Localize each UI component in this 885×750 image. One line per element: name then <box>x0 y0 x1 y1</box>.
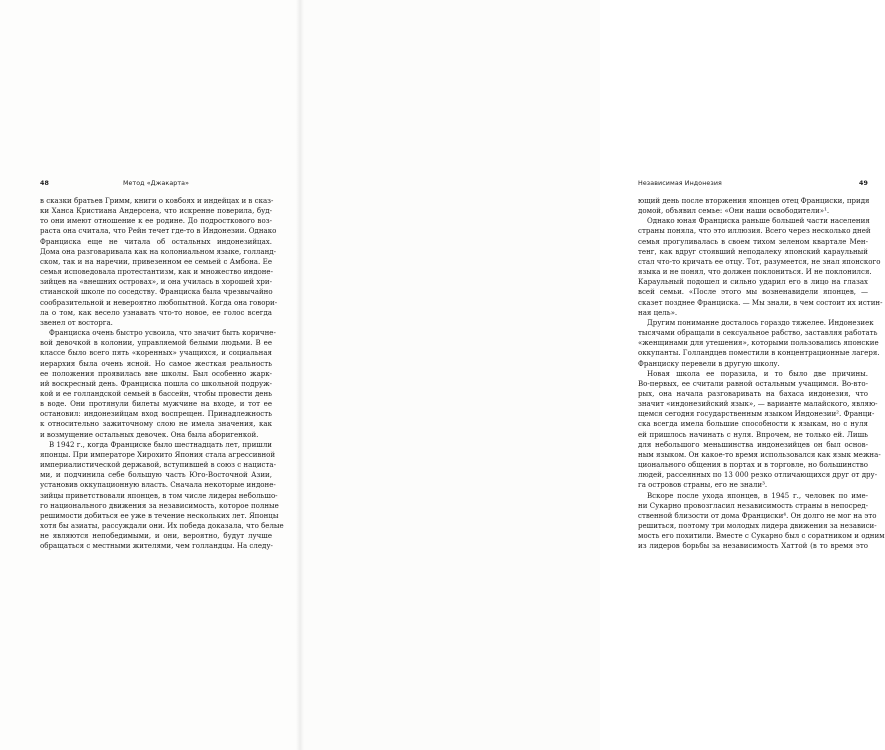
text-line: империалистической державой, вступившей в союз с нациста- <box>40 460 276 470</box>
text-line: ми, и подчинила себе большую часть Юго-Восточной Азии, <box>40 470 272 480</box>
right-page-header <box>638 180 868 190</box>
text-line: ки Ханса Кристиана Андерсена, что искренне поверила, буд- <box>40 206 272 216</box>
text-line: ей пришлось начинать с нуля. Впрочем, не только ей. Лишь <box>638 429 868 439</box>
text-line: зийцев на «внешних островах», и она училась в хорошей хри- <box>40 277 272 287</box>
left-page-text <box>40 196 284 551</box>
text-line: «женщинами для утешения», которыми пользовались японские <box>638 338 879 348</box>
text-line: не являются непобедимыми, и они, вероятно, будут лучше <box>40 531 272 541</box>
text-line: Франциску перевели в другую школу. <box>638 358 780 368</box>
left-page-header <box>40 180 272 190</box>
text-line: сообразительной и невероятно любопытной. Когда она говори- <box>40 297 278 307</box>
text-line: ственной близости от дома Франциски⁴. Он долго не мог на это <box>638 510 877 520</box>
text-line: Дома она разговаривала как на колониальном языке, голланд- <box>40 246 277 256</box>
text-line: зийцы приветствовали японцев, в том числе лидеры небольшо- <box>40 490 278 500</box>
page-number: 49 <box>859 180 868 187</box>
text-line: из лидеров борьбы за независимость Хаттой (в то время это <box>638 541 868 551</box>
text-line: для небольшого меньшинства индонезийцев он был основ- <box>638 439 868 449</box>
text-line: тенг, как вдруг стоявший неподалеку японский караульный <box>638 246 868 256</box>
right-page <box>300 0 885 750</box>
text-line: и возмущение остальных девочек. Она была аборигенкой. <box>40 429 259 439</box>
text-line: ющий день после вторжения японцев отец Франциски, придя <box>638 196 870 205</box>
running-title: Независимая Индонезия <box>638 180 722 187</box>
text-line: кой и ее голландской семьей в бассейн, чтобы провести день <box>40 388 272 398</box>
text-line: Во-первых, ее считали равной остальным учащимся. Во-вто- <box>638 378 868 388</box>
text-line: рых, она начала разговаривать на бахаса индонезия, что <box>638 388 868 398</box>
text-line: звенел от восторга. <box>40 317 113 327</box>
text-line: ная цель». <box>638 307 678 317</box>
text-line: ска всегда имела большие способности к языкам, но с нуля <box>638 419 868 429</box>
text-line: классе было всего пять «коренных» учащихся, и социальная <box>40 348 272 358</box>
running-title: Метод «Джакарта» <box>122 180 190 187</box>
text-line: людей, рассеянных по 13 000 резко отличающихся друг от дру- <box>638 470 878 480</box>
text-line: семья прогуливалась в своем тихом зеленом квартале Мен- <box>638 236 868 246</box>
text-line: Вскоре после ухода японцев, в 1945 г., человек по име- <box>647 490 868 500</box>
text-line: к относительно зажиточному слою не имела значения, как <box>40 419 272 429</box>
left-page <box>0 0 300 750</box>
text-line: японцы. При императоре Хирохито Япония стала агрессивной <box>40 449 276 459</box>
text-line: домой, объявил семье: «Они наши освободители»¹. <box>638 206 830 216</box>
text-line: ла о том, как весело узнавать что-то новое, ее голос всегда <box>40 307 272 317</box>
text-line: в воде. Они протянули билеты мужчине на входе, и тот ее <box>40 399 272 409</box>
text-line: Однако юная Франциска раньше большей части населения <box>647 216 870 226</box>
text-line: страны поняла, что это иллюзия. Всего через несколько дней <box>638 226 871 236</box>
text-line: установив оккупационную власть. Сначала некоторые индоне- <box>40 480 276 490</box>
page-number: 48 <box>40 180 49 187</box>
text-line: сказет позднее Франциска. — Мы знали, в чем состоит их истин- <box>638 297 883 307</box>
text-line: стал что-то кричать ее отцу. Тот, разумеется, не знал японского <box>638 256 881 266</box>
text-line: вой девочкой в колонии, управляемой белыми людьми. В ее <box>40 338 272 348</box>
text-line: семья исповедовала протестантизм, как и множество индоне- <box>40 267 273 277</box>
book-gutter <box>296 0 304 750</box>
text-line: обращаться с местными жителями, чем голландцы. На следу- <box>40 541 273 551</box>
text-line: Другим пониманне досталось гораздо тяжелее. Индонезиек <box>647 317 874 327</box>
text-line: Франциска очень быстро усвоила, что значит быть коричне- <box>49 328 276 338</box>
text-line: го национального движения за независимость, которое полные <box>40 500 279 510</box>
right-page-text <box>638 196 885 551</box>
text-line: ском, так и на наречии, привезенном ее семьей с Амбона. Ее <box>40 256 272 266</box>
text-line: решимости добиться ее уже в течение нескольких лет. Японцы <box>40 510 279 520</box>
text-line: ее положения проявилась вне школы. Был особенно жарк- <box>40 368 272 378</box>
text-line: остановил: индонезийцам вход воспрещен. Принадлежность <box>40 409 272 419</box>
text-line: Караульный подошел и сильно ударил его в лицо на глазах <box>638 277 868 287</box>
text-line: ционального общения в портах и в торговле, но большинство <box>638 460 868 470</box>
text-line: га островов страны, его не знали³. <box>638 480 768 490</box>
text-line: Новая школа ее поразила, и то было две причины. <box>647 368 868 378</box>
text-line: Франциска еще не читала об остальных индонезийцах. <box>40 236 272 246</box>
text-line: языка и не понял, что должен поклониться. И не поклонился. <box>638 267 872 277</box>
text-line: мость его похитили. Вместе с Сукарно был с соратником и одним <box>638 531 885 541</box>
text-line: ий воскресный день. Франциска пошла со школьной подруж- <box>40 378 272 388</box>
text-line: иерархия была очень ясной. Но самое жесткая реальность <box>40 358 272 368</box>
text-line: то они имеют отношение к ее родине. До подросткового воз- <box>40 216 272 226</box>
text-line: В 1942 г., когда Франциске было шестнадцать лет, пришли <box>49 439 272 449</box>
text-line: значит «индонезийский язык», — варианте малайского, являю- <box>638 399 878 409</box>
text-line: в сказки братьев Гримм, книги о ковбоях и индейцах и в сказ- <box>40 196 274 205</box>
text-line: стианской школе по соседству. Франциска была чрезвычайно <box>40 287 273 297</box>
text-line: оккупанты. Голландцев поместили в концентрационные лагеря. <box>638 348 880 358</box>
text-line: тысячами обращали в сексуальное рабство, заставляя работать <box>638 328 878 338</box>
text-line: раста она считала, что Рейн течет где-то в Индонезии. Однако <box>40 226 277 236</box>
text-line: решиться, поэтому три молодых лидера движения за независи- <box>638 521 877 530</box>
text-line: ни Сукарно провозгласил независимость страны в непосред- <box>638 500 868 510</box>
text-line: хотя бы азиаты, рассуждали они. Их победа доказала, что белые <box>40 521 284 530</box>
text-line: всей семьи. «После этого мы возненавидели японцев, — <box>638 287 868 297</box>
text-line: щемся сегодня государственным языком Индонезии². Франци- <box>638 409 875 419</box>
text-line: ным языком. Он какое-то время использовался как язык межна- <box>638 449 881 459</box>
